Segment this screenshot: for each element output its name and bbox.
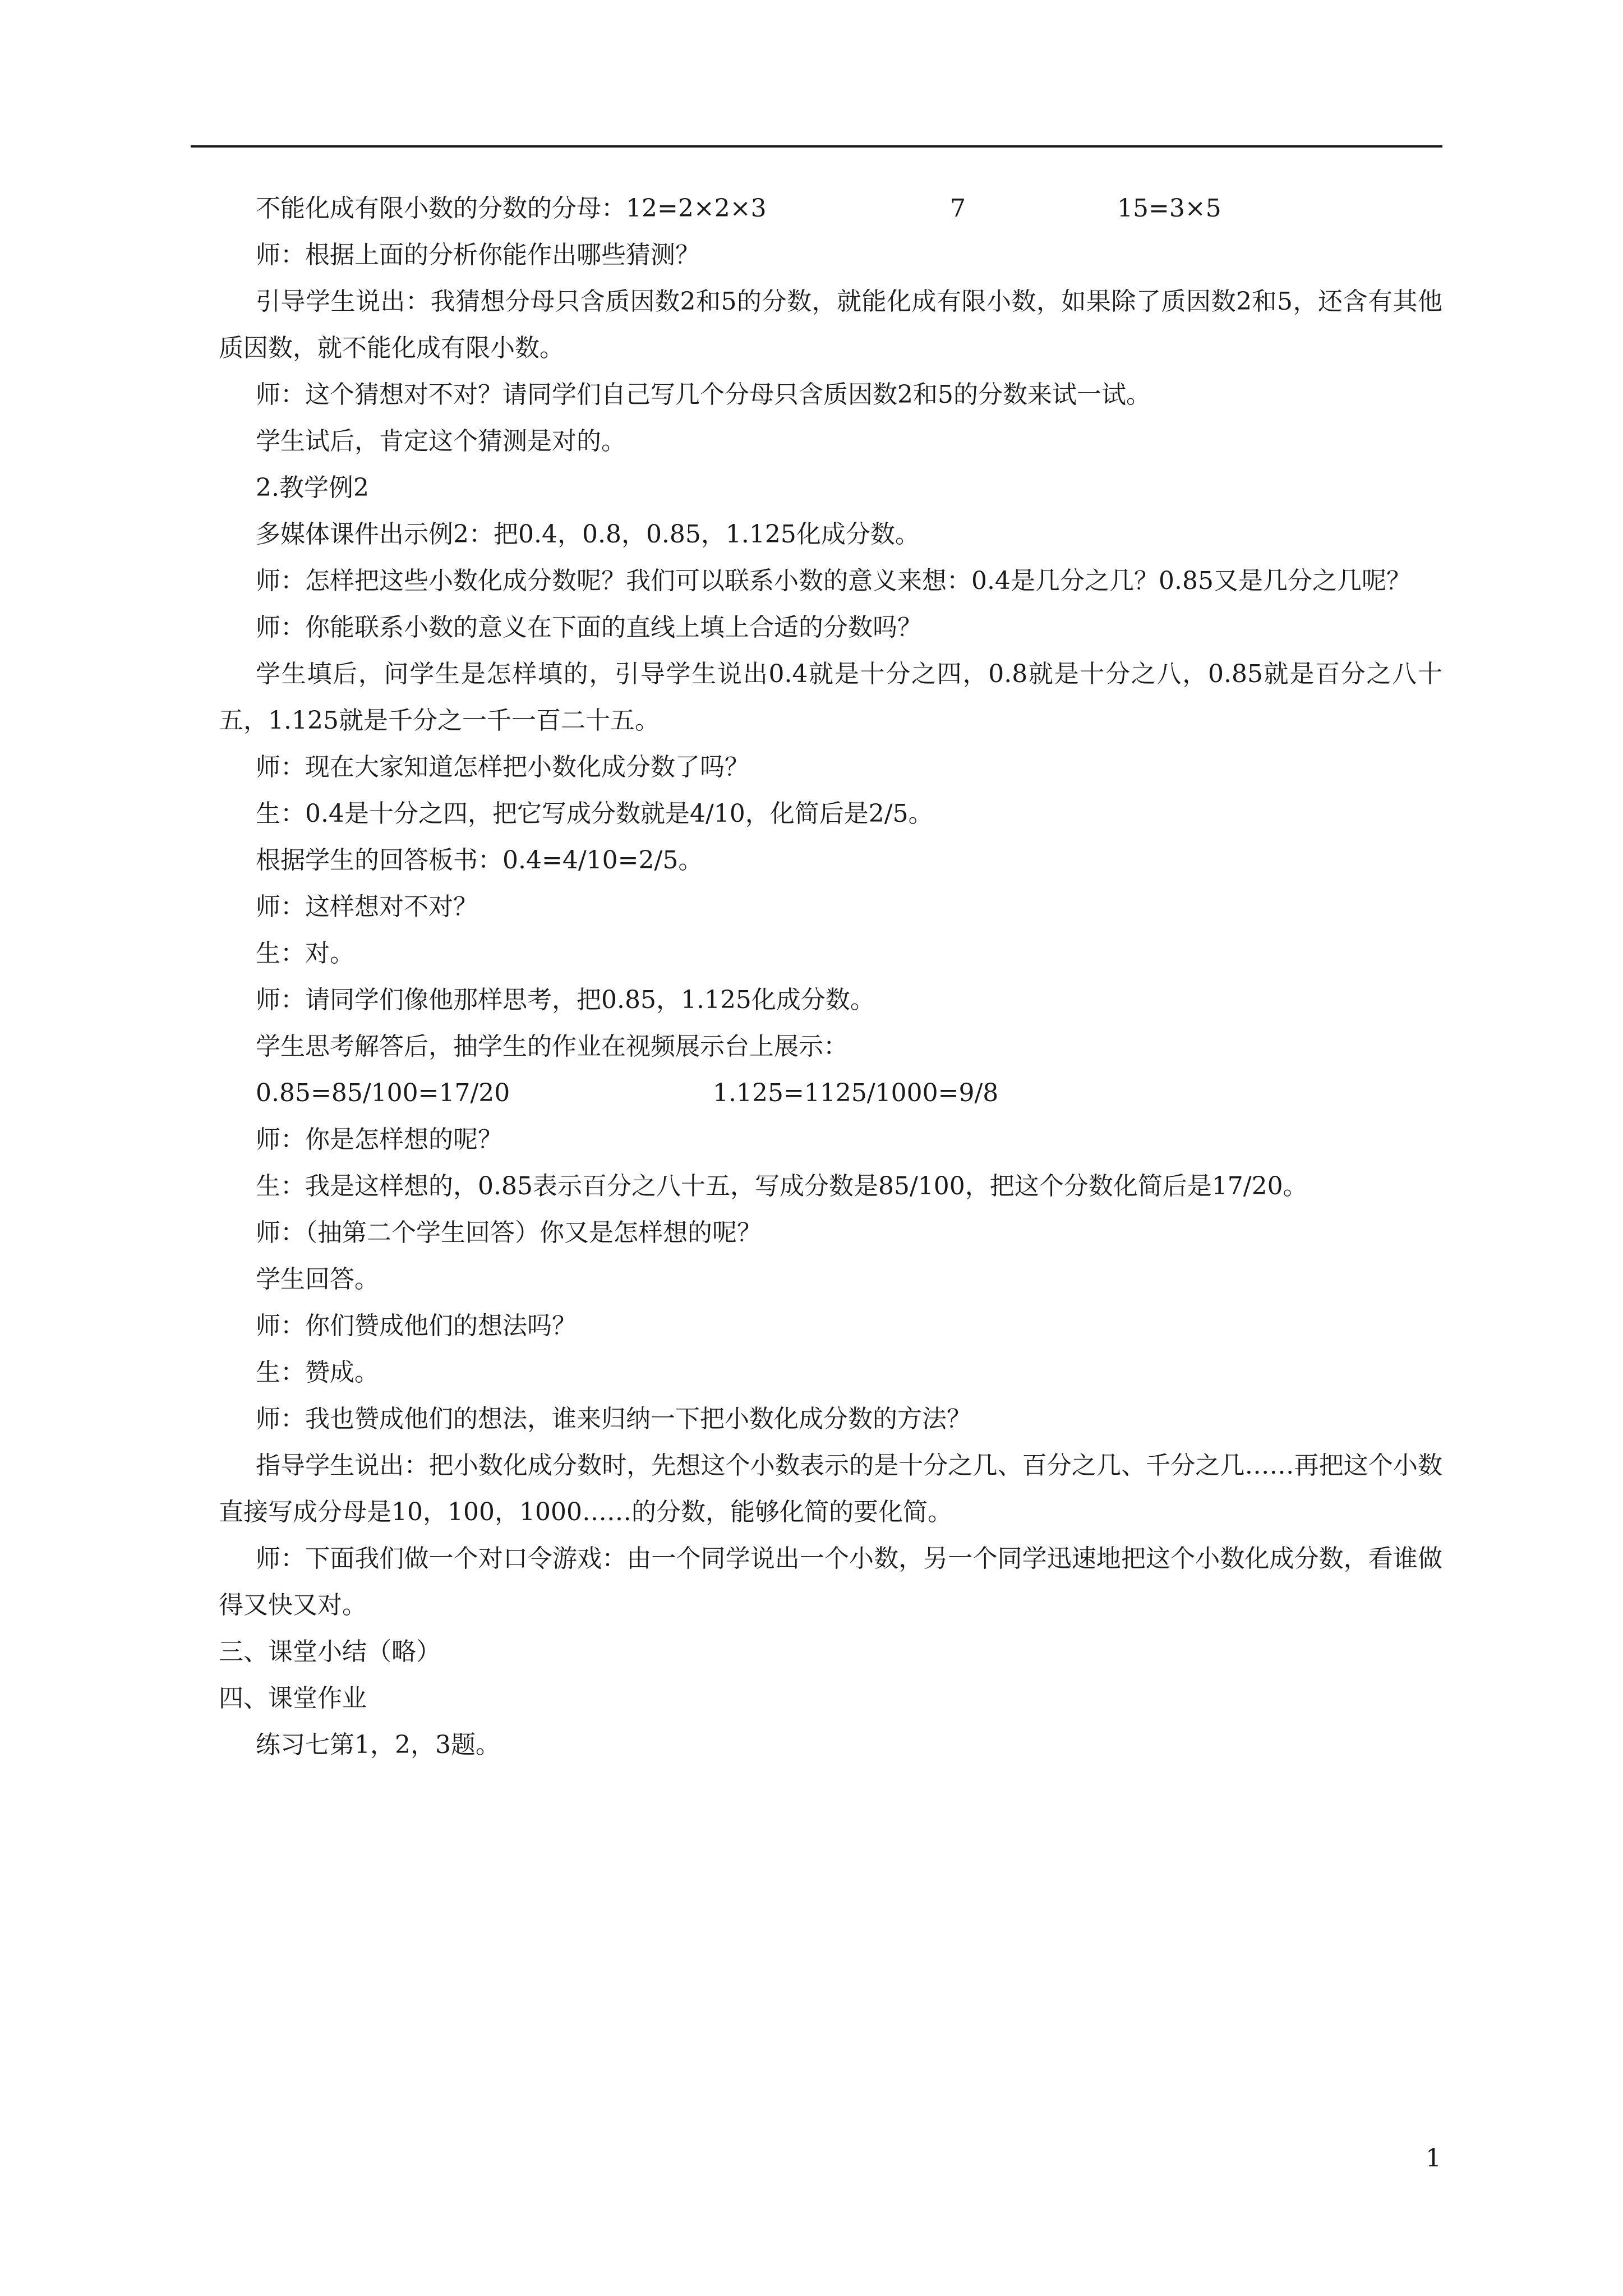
subsection-heading: 2.教学例2	[256, 473, 369, 502]
paragraph: 引导学生说出：我猜想分母只含质因数2和5的分数，就能化成有限小数，如果除了质因数2和5，还含有其他质因数，就不能化成有限小数。	[219, 287, 1442, 362]
paragraph: 师：怎样把这些小数化成分数呢？我们可以联系小数的意义来想：0.4是几分之几？0.85又是几分之几呢？	[256, 567, 1411, 595]
paragraph: 师：根据上面的分析你能作出哪些猜测？	[256, 241, 700, 269]
equation-left: 0.85=85/100=17/20	[256, 1079, 510, 1107]
paragraph: 师：请同学们像他那样思考，把0.85，1.125化成分数。	[256, 986, 875, 1014]
paragraph: 学生试后，肯定这个猜测是对的。	[256, 427, 626, 455]
paragraph: 师：现在大家知道怎样把小数化成分数了吗？	[256, 753, 749, 781]
paragraph: 生：0.4是十分之四，把它写成分数就是4/10，化简后是2/5。	[256, 799, 933, 828]
section-heading-homework: 四、课堂作业	[219, 1684, 367, 1713]
paragraph: 师：下面我们做一个对口令游戏：由一个同学说出一个小数，另一个同学迅速地把这个小数化成分数，看谁做得又快又对。	[219, 1544, 1442, 1619]
paragraph: 根据学生的回答板书：0.4=4/10=2/5。	[256, 846, 703, 875]
paragraph: 学生回答。	[256, 1265, 379, 1294]
paragraph: 师：你能联系小数的意义在下面的直线上填上合适的分数吗？	[256, 613, 922, 642]
paragraph: 师：（抽第二个学生回答）你又是怎样想的呢？	[256, 1218, 762, 1247]
section-heading-summary: 三、课堂小结（略）	[219, 1637, 441, 1666]
denominator-line	[256, 185, 1442, 232]
denominator-seven: 7	[950, 194, 966, 223]
page-number: 1	[1426, 2144, 1441, 2173]
document-body	[219, 185, 1442, 1768]
denominator-fifteen: 15=3×5	[1117, 194, 1221, 223]
header-rule	[191, 145, 1442, 148]
equation-right: 1.125=1125/1000=9/8	[713, 1079, 999, 1107]
denominator-label: 不能化成有限小数的分数的分母：12=2×2×3	[256, 194, 767, 223]
paragraph: 生：赞成。	[256, 1358, 379, 1387]
paragraph: 师：这样想对不对？	[256, 892, 478, 921]
paragraph: 生：我是这样想的，0.85表示百分之八十五，写成分数是85/100，把这个分数化简后是17/20。	[256, 1172, 1308, 1200]
homework-text: 练习七第1，2，3题。	[256, 1731, 500, 1759]
paragraph: 指导学生说出：把小数化成分数时，先想这个小数表示的是十分之几、百分之几、千分之几……再把这个小数直接写成分母是10，100，1000……的分数，能够化简的要化简。	[219, 1451, 1442, 1526]
paragraph: 师：你是怎样想的呢？	[256, 1125, 502, 1154]
equations-line	[256, 1070, 1442, 1116]
paragraph: 学生思考解答后，抽学生的作业在视频展示台上展示：	[256, 1032, 848, 1061]
paragraph: 学生填后，问学生是怎样填的，引导学生说出0.4就是十分之四，0.8就是十分之八，0.85就是百分之八十五，1.125就是千分之一千一百二十五。	[219, 660, 1442, 735]
paragraph: 师：这个猜想对不对？请同学们自己写几个分母只含质因数2和5的分数来试一试。	[256, 380, 1151, 409]
paragraph: 师：你们赞成他们的想法吗？	[256, 1312, 577, 1340]
paragraph: 多媒体课件出示例2：把0.4，0.8，0.85，1.125化成分数。	[256, 520, 920, 549]
paragraph: 师：我也赞成他们的想法，谁来归纳一下把小数化成分数的方法？	[256, 1405, 971, 1433]
paragraph: 生：对。	[256, 939, 354, 968]
